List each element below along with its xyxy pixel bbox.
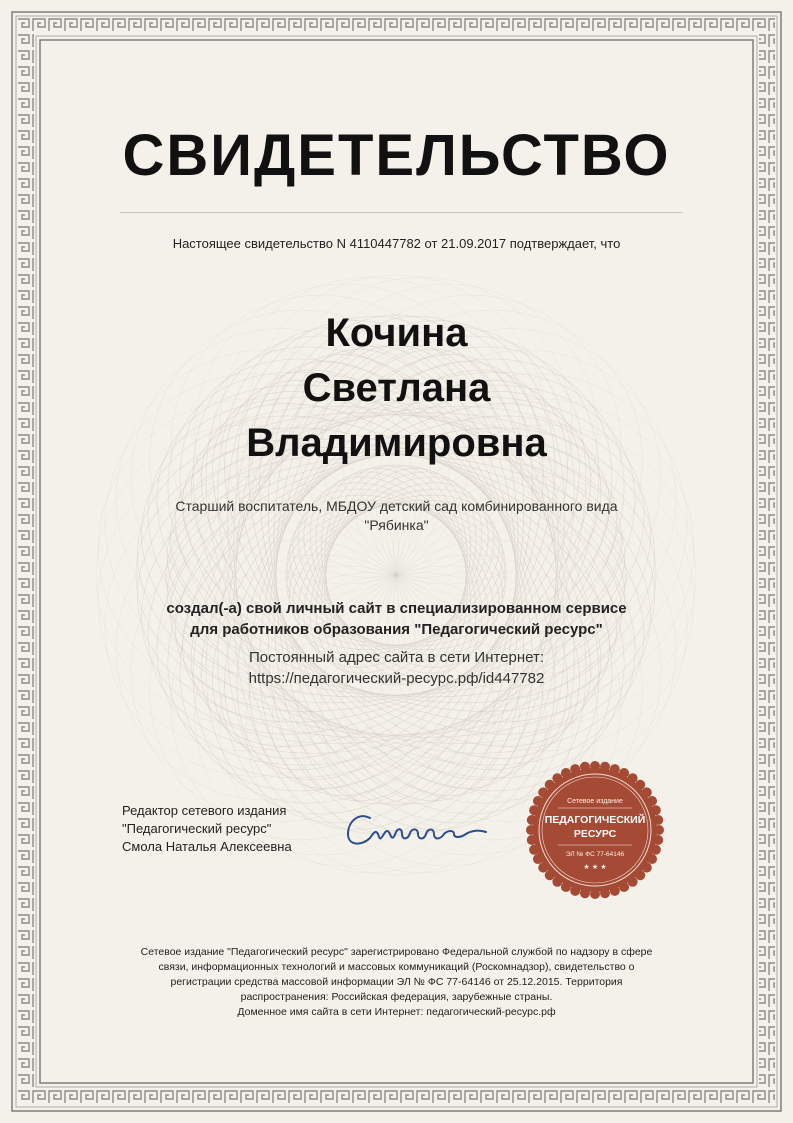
stamp-top-text: Сетевое издание xyxy=(567,798,623,805)
editor-signature xyxy=(340,800,490,860)
registration-footer xyxy=(110,945,683,1020)
footer-line: регистрации средства массовой информации ЭЛ № ФС 77-64146 от 25.12.2015. Территория xyxy=(170,976,623,988)
certificate-title: СВИДЕТЕЛЬСТВО xyxy=(122,123,671,188)
recipient-name xyxy=(0,306,793,471)
publication-stamp xyxy=(520,755,670,905)
recipient-position xyxy=(120,497,673,535)
stamp-stars: ★ ★ ★ xyxy=(583,863,607,871)
footer-line: Доменное имя сайта в сети Интернет: педагогический-ресурс.рф xyxy=(237,1006,556,1018)
achievement-line: создал(-а) свой личный сайт в специализированном сервисе xyxy=(166,600,627,617)
stamp-title-line2: РЕСУРС xyxy=(573,828,617,840)
position-line: "Рябинка" xyxy=(364,517,429,533)
title-divider xyxy=(120,212,683,213)
site-address xyxy=(100,647,693,689)
editor-publication: "Педагогический ресурс" xyxy=(122,821,272,836)
stamp-registration: ЭЛ № ФС 77-64146 xyxy=(565,851,625,858)
stamp-title-line1: ПЕДАГОГИЧЕСКИЙ xyxy=(544,814,646,826)
certificate-intro: Настоящее свидетельство N 4110447782 от 21.09.2017 подтверждает, что xyxy=(172,236,621,251)
editor-block xyxy=(122,802,342,856)
footer-line: Сетевое издание "Педагогический ресурс" зарегистрировано Федеральной службой по надзору в сфере xyxy=(140,946,653,958)
editor-role: Редактор сетевого издания xyxy=(122,803,287,818)
recipient-first-name: Светлана xyxy=(302,366,491,410)
achievement-text xyxy=(100,598,693,640)
editor-name: Смола Наталья Алексеевна xyxy=(122,839,292,854)
achievement-line: для работников образования "Педагогический ресурс" xyxy=(190,621,603,638)
position-line: Старший воспитатель, МБДОУ детский сад комбинированного вида xyxy=(175,498,618,514)
footer-line: распространения: Российская федерация, зарубежные страны. xyxy=(240,991,553,1003)
recipient-patronymic: Владимировна xyxy=(246,421,547,465)
site-address-label: Постоянный адрес сайта в сети Интернет: xyxy=(248,649,545,666)
footer-line: связи, информационных технологий и массовых коммуникаций (Роскомнадзор), свидетельство о xyxy=(158,961,635,973)
site-address-url: https://педагогический-ресурс.рф/id447782 xyxy=(248,670,545,687)
recipient-last-name: Кочина xyxy=(325,311,468,355)
